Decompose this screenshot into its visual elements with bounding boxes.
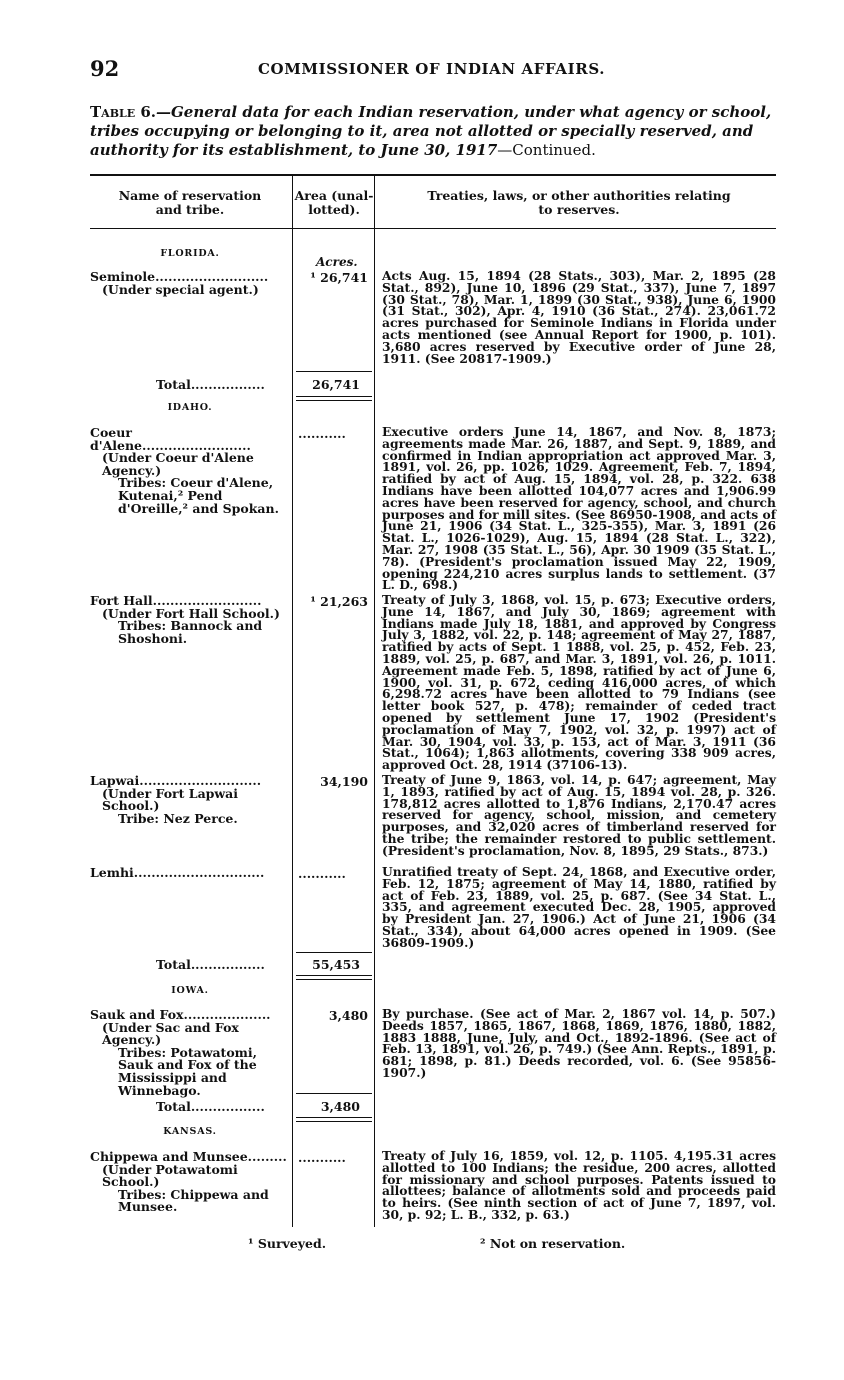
state-heading-florida: FLORIDA. xyxy=(160,248,220,259)
column-header-authority: Treaties, laws, or other authorities relating to reserves. xyxy=(427,188,731,217)
reservation-sauk-fox xyxy=(90,1009,290,1097)
tribes-label: Tribes: Bannock and Shoshoni. xyxy=(118,618,263,646)
reservation-coeur-dalene xyxy=(90,427,290,515)
total-top-rule xyxy=(296,1093,372,1094)
authority-text: Unratified treaty of Sept. 24, 1868, and Executive order, Feb. 12, 1875; agreement of May 14, 1880, ratified by act of Feb. 23, 1889, vol. 25, p. 687. (See 34 Stat. L., 335, and agreement executed Dec. 28, 1905, approved by President Jan. 27, 1906.) Act of June 21, 1906 (34 Stat., 334), about 64,000 acres opened in 1909. (See 36809-1909.) xyxy=(382,864,776,950)
tribes-label: Tribe: Nez Perce. xyxy=(118,810,238,826)
total-top-rule xyxy=(296,952,372,953)
agency-label: (Under Potawatomi School.) xyxy=(102,1161,238,1190)
page-number: 92 xyxy=(90,56,120,81)
area-value: ¹ 26,741 xyxy=(310,270,368,285)
authority-text: Executive orders June 14, 1867, and Nov. 8, 1873; agreements made Mar. 26, 1887, and Sept. 9, 1889, and confirmed in Indian appropriation act approved Mar. 3, 1891, vol. 26, pp. 1026, 1029. Agreement, Feb. 7, 1894, ratified by act of Aug. 15, 1894, vol. 28, p. 322. 638 Indians have been allotted 104,077 acres and 1,906.99 acres have been reserved for agency, school, and church purposes and for mill sites. (See 86950-1908, and acts of June 21, 1906 (34 Stat. L., 325-355), Mar. 3, 1891 (26 Stat. L., 1026-1029), Aug. 15, 1894 (28 Stat. L., 322), Mar. 27, 1908 (35 Stat. L., 56), Apr. 30 1909 (35 Stat. L., 78). (President's proclamation issued May 22, 1909, opening 224,210 acres surplus lands to settlement. (37 L. D., 698.) xyxy=(382,424,776,593)
reservation-name: Seminole.......................... xyxy=(90,269,269,284)
column-divider-1 xyxy=(292,175,293,1227)
caption-lead: Table 6. xyxy=(90,103,156,121)
column-header-area: Area (unal-lotted). xyxy=(294,188,374,217)
column-divider-2 xyxy=(374,175,375,1227)
agency-label: (Under Fort Lapwai School.) xyxy=(102,785,239,814)
table-top-rule xyxy=(90,174,776,176)
authority-text: Treaty of July 16, 1859, vol. 12, p. 1105. 4,195.31 acres allotted to 100 Indians; the residue, 200 acres, allotted for missionary and school purposes. Patents issued to allottees; balance of allotments sold and proceeds paid to heirs. (See ninth section of act of June 7, 1897, vol. 30, p. 92; L. B., 332, p. 63.) xyxy=(382,1148,776,1222)
reservation-lapwai xyxy=(90,775,290,825)
reservation-fort-hall xyxy=(90,595,290,645)
reservation-lemhi xyxy=(90,867,290,880)
area-value: ........... xyxy=(298,866,346,881)
section-rule xyxy=(296,1117,372,1122)
agency-label: (Under special agent.) xyxy=(102,281,259,297)
reservation-seminole xyxy=(90,271,290,296)
total-value-idaho: 55,453 xyxy=(312,957,360,972)
total-value-florida: 26,741 xyxy=(312,377,360,392)
state-heading-kansas: KANSAS. xyxy=(163,1126,217,1137)
footnote-not-on-reservation: ² Not on reservation. xyxy=(480,1236,626,1251)
section-rule xyxy=(296,975,372,980)
total-label: Total................. xyxy=(156,1099,265,1114)
area-value: ¹ 21,263 xyxy=(310,594,368,609)
area-value: 34,190 xyxy=(320,774,368,789)
reservation-chippewa-munsee xyxy=(90,1151,290,1214)
reservation-name: Fort Hall......................... xyxy=(90,593,262,608)
reservation-name: Lemhi.............................. xyxy=(90,865,265,880)
running-head: COMMISSIONER OF INDIAN AFFAIRS. xyxy=(258,60,606,78)
area-unit-label: Acres. xyxy=(316,255,358,269)
tribes-label: Tribes: Coeur d'Alene, Kutenai,² Pend d'Oreille,² and Spokan. xyxy=(118,475,279,516)
state-heading-iowa: IOWA. xyxy=(171,985,209,996)
area-value: 3,480 xyxy=(328,1008,368,1023)
reservation-name: Sauk and Fox.................... xyxy=(90,1007,271,1022)
reservation-name: Coeur d'Alene......................... xyxy=(90,425,251,453)
column-header-name: Name of reservation and tribe. xyxy=(118,188,262,217)
total-label: Total................. xyxy=(156,377,265,392)
footnote-surveyed: ¹ Surveyed. xyxy=(248,1236,327,1251)
caption-tail: —Continued. xyxy=(497,141,596,159)
tribes-label: Tribes: Potawatomi, Sauk and Fox of the Mississippi and Winnebago. xyxy=(118,1044,257,1098)
tribes-label: Tribes: Chippewa and Munsee. xyxy=(118,1186,269,1215)
total-top-rule xyxy=(296,371,372,372)
caption-title: —General data for each Indian reservation, under what agency or school, tribes occupying or belonging to it, area not allotted or specially reserved, and authority for its establishment, to June 30, 1917 xyxy=(90,103,772,159)
authority-text: Treaty of June 9, 1863, vol. 14, p. 647; agreement, May 1, 1893, ratified by act of Aug. 15, 1894 vol. 28, p. 326. 178,812 acres allotted to 1,876 Indians, 2,170.47 acres reserved for agency, school, mission, and cemetery purposes, and 32,020 acres of timberland reserved for the tribe; the remainder restored to public settlement. (President's proclamation, Nov. 8, 1895, 29 Stats., 873.) xyxy=(382,772,776,858)
area-value: ........... xyxy=(298,426,346,441)
area-value: ........... xyxy=(298,1150,346,1165)
reservation-name: Chippewa and Munsee......... xyxy=(90,1149,287,1164)
section-rule xyxy=(296,396,372,401)
reservation-name: Lapwai............................ xyxy=(90,773,262,788)
table-caption xyxy=(90,103,780,160)
state-heading-idaho: IDAHO. xyxy=(167,402,213,413)
authority-text: By purchase. (See act of Mar. 2, 1867 vol. 14, p. 507.) Deeds 1857, 1865, 1867, 1868, 1869, 1876, 1880, 1882, 1883 1888, June, July, and Oct., 1892-1896. (See act of Feb. 13, 1891, vol. 26, p. 749.) (See Ann. Repts., 1891, p. 681; 1898, p. 81.) Deeds recorded, vol. 6. (See 95856-1907.) xyxy=(382,1006,776,1080)
total-label: Total................. xyxy=(156,957,265,972)
authority-text: Treaty of July 3, 1868, vol. 15, p. 673; Executive orders, June 14, 1867, and July 30, 1869; agreement with Indians made July 18, 1881, and approved by Congress July 3, 1882, vol. 22, p. 148; agreement of May 27, 1887, ratified by acts of Sept. 1 1888, vol. 25, p. 452, Feb. 23, 1889, vol. 25, p. 687, and Mar. 3, 1891, vol. 26, p. 1011. Agreement made Feb. 5, 1898, ratified by act of June 6, 1900, vol. 31, p. 672, ceding 416,000 acres, of which 6,298.72 acres have been allotted to 79 Indians (see letter book 527, p. 478); remainder of ceded tract opened by settlement June 17, 1902 (President's proclamation of May 7, 1902, vol. 32, p. 1997) act of Mar. 30, 1904, vol. 33, p. 153, act of Mar. 3, 1911 (36 Stat., 1064); 1,863 allotments, covering 338 909 acres, approved Oct. 28, 1914 (37106-13). xyxy=(382,592,776,773)
header-bottom-rule xyxy=(90,228,776,229)
total-value-iowa: 3,480 xyxy=(320,1099,360,1114)
agency-label: (Under Coeur d'Alene Agency.) xyxy=(102,450,254,478)
agency-label: (Under Fort Hall School.) xyxy=(102,605,280,621)
authority-text: Acts Aug. 15, 1894 (28 Stats., 303), Mar. 2, 1895 (28 Stat., 892), June 10, 1896 (29 Stat., 337), June 7, 1897 (30 Stat., 78), Mar. 1, 1899 (30 Stat., 938), June 6, 1900 (31 Stat., 302), Apr. 4, 1910 (36 Stat., 274). 23,061.72 acres purchased for Seminole Indians in Florida under acts mentioned (see Annual Report for 1900, p. 101). 3,680 acres reserved by Executive order of June 28, 1911. (See 20817-1909.) xyxy=(382,268,776,366)
agency-label: (Under Sac and Fox Agency.) xyxy=(102,1019,239,1048)
